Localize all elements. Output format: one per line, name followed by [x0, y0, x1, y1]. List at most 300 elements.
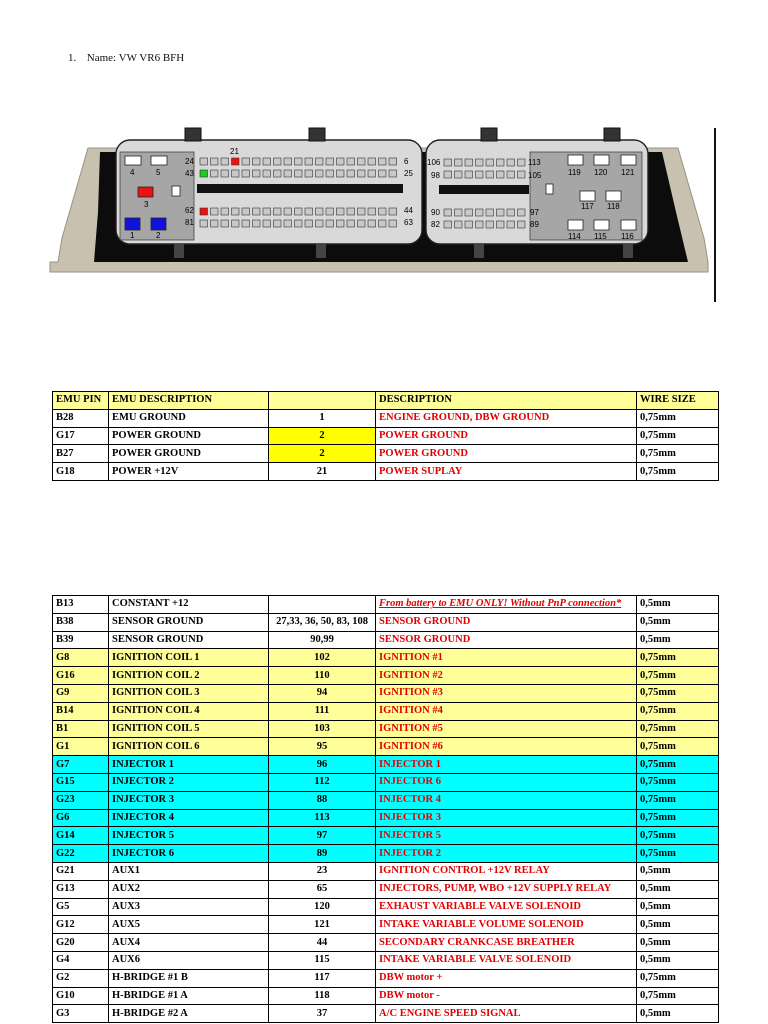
wire-size-cell: 0,75mm: [637, 791, 719, 809]
emu-pin-cell: B38: [53, 613, 109, 631]
emu-pin-cell: G1: [53, 738, 109, 756]
connector-pin: [444, 159, 452, 166]
header-emu-pin: EMU PIN: [53, 392, 109, 410]
connector-pin: [253, 158, 261, 165]
wire-size-cell: 0,75mm: [637, 667, 719, 685]
connector-pin: [326, 158, 334, 165]
emu-pin-cell: G15: [53, 773, 109, 791]
emu-description-cell: IGNITION COIL 5: [109, 720, 269, 738]
table-row: [53, 845, 719, 863]
wire-size-cell: 0,75mm: [637, 684, 719, 702]
wire-size-cell: 0,75mm: [637, 756, 719, 774]
connector-pin: [379, 208, 387, 215]
pin-label: 5: [156, 168, 161, 177]
emu-description-cell: IGNITION COIL 1: [109, 649, 269, 667]
pin-label: 82: [431, 220, 440, 229]
pin-label: 21: [230, 147, 239, 156]
description-cell: IGNITION #2: [376, 667, 637, 685]
pin-label: 24: [185, 157, 194, 166]
connector-pin: [337, 170, 345, 177]
pin-label: 44: [404, 206, 413, 215]
pin-number-cell: 44: [269, 934, 376, 952]
emu-pin-cell: B14: [53, 702, 109, 720]
pin-label: 4: [130, 168, 135, 177]
connector-pin: [497, 209, 505, 216]
connector-pin: [465, 171, 473, 178]
emu-pin-cell: G8: [53, 649, 109, 667]
pin-number-cell: 94: [269, 684, 376, 702]
pin-number-cell: 120: [269, 898, 376, 916]
connector-pin: [455, 159, 463, 166]
connector-pin: [337, 208, 345, 215]
connector-pin: [497, 171, 505, 178]
table-row: [53, 987, 719, 1005]
connector-pin: [465, 159, 473, 166]
pin-label: 116: [621, 232, 634, 241]
connector-pin: [263, 220, 271, 227]
connector-pin: [211, 208, 219, 215]
table-row: [53, 463, 719, 481]
connector-pin: [305, 158, 313, 165]
connector-pin: [476, 159, 484, 166]
wire-size-cell: 0,5mm: [637, 916, 719, 934]
connector-pin: [444, 171, 452, 178]
wire-size-cell: 0,75mm: [637, 827, 719, 845]
emu-pin-cell: G12: [53, 916, 109, 934]
connector-pin: [368, 220, 376, 227]
ecu-connector-diagram: [48, 120, 720, 310]
pin-number-cell: [269, 596, 376, 614]
connector-pin: [305, 220, 313, 227]
connector-pin: [455, 171, 463, 178]
connector-pin: [476, 221, 484, 228]
pin-number-cell: 2: [269, 445, 376, 463]
connector-pin: [295, 158, 303, 165]
connector-pin: [295, 208, 303, 215]
connector-pin: [518, 159, 526, 166]
emu-description-cell: AUX2: [109, 880, 269, 898]
description-cell: A/C ENGINE SPEED SIGNAL: [376, 1005, 637, 1023]
emu-description-cell: AUX6: [109, 951, 269, 969]
connector-pin: [316, 220, 324, 227]
emu-pin-cell: G5: [53, 898, 109, 916]
pin-label: 63: [404, 218, 413, 227]
emu-description-cell: INJECTOR 6: [109, 845, 269, 863]
header-emu-description: EMU DESCRIPTION: [109, 392, 269, 410]
emu-description-cell: AUX4: [109, 934, 269, 952]
pin-label: 2: [156, 231, 161, 240]
connector-pin: [507, 159, 515, 166]
pin-number-cell: 65: [269, 880, 376, 898]
description-cell: SENSOR GROUND: [376, 613, 637, 631]
connector-pin: [211, 158, 219, 165]
description-cell: DBW motor -: [376, 987, 637, 1005]
emu-pin-cell: G20: [53, 934, 109, 952]
emu-description-cell: H-BRIDGE #2 A: [109, 1005, 269, 1023]
pin-number-cell: 110: [269, 667, 376, 685]
connector-pin: [232, 220, 240, 227]
table-row: [53, 898, 719, 916]
connector-pin: [518, 221, 526, 228]
connector-pin: [444, 209, 452, 216]
description-cell: DBW motor +: [376, 969, 637, 987]
connector-pin: [263, 158, 271, 165]
table-row: [53, 827, 719, 845]
connector-pin: [358, 208, 366, 215]
description-cell: From battery to EMU ONLY! Without PnP connection*: [376, 596, 637, 614]
connector-pin: [274, 170, 282, 177]
connector-pin: [274, 158, 282, 165]
connector-pin: [211, 170, 219, 177]
connector-pin: [486, 221, 494, 228]
table-row: [53, 613, 719, 631]
table-row: [53, 720, 719, 738]
header-wire-size: WIRE SIZE: [637, 392, 719, 410]
emu-description-cell: INJECTOR 3: [109, 791, 269, 809]
description-cell: EXHAUST VARIABLE VALVE SOLENOID: [376, 898, 637, 916]
description-cell: IGNITION #6: [376, 738, 637, 756]
connector-pin: [368, 208, 376, 215]
connector-pin: [476, 209, 484, 216]
connector-pin: [200, 208, 208, 215]
connector-pin: [242, 170, 250, 177]
connector-pin: [507, 171, 515, 178]
connector-pin: [368, 170, 376, 177]
pin-label: 90: [431, 208, 440, 217]
emu-description-cell: EMU GROUND: [109, 409, 269, 427]
connector-pin: [295, 220, 303, 227]
emu-description-cell: POWER GROUND: [109, 445, 269, 463]
emu-description-cell: H-BRIDGE #1 B: [109, 969, 269, 987]
emu-description-cell: POWER GROUND: [109, 427, 269, 445]
pin-label: 113: [528, 158, 541, 167]
pin-label: 105: [528, 171, 542, 180]
emu-pin-cell: G10: [53, 987, 109, 1005]
wire-size-cell: 0,75mm: [637, 969, 719, 987]
pin-number-cell: 2: [269, 427, 376, 445]
wire-size-cell: 0,75mm: [637, 649, 719, 667]
description-cell: IGNITION CONTROL +12V RELAY: [376, 862, 637, 880]
connector-pin: [486, 209, 494, 216]
connector-pin: [211, 220, 219, 227]
table-row: [53, 880, 719, 898]
emu-description-cell: AUX5: [109, 916, 269, 934]
connector-pin: [221, 208, 229, 215]
emu-description-cell: AUX1: [109, 862, 269, 880]
table-row: [53, 667, 719, 685]
emu-description-cell: IGNITION COIL 6: [109, 738, 269, 756]
pin-label: 106: [427, 158, 441, 167]
connector-pin: [232, 170, 240, 177]
pin-label: 117: [581, 202, 594, 211]
pin-label: 6: [404, 157, 409, 166]
connector-pin: [316, 170, 324, 177]
connector-pin: [221, 170, 229, 177]
description-cell: IGNITION #1: [376, 649, 637, 667]
description-cell: INJECTOR 4: [376, 791, 637, 809]
pin-label: 121: [621, 168, 635, 177]
emu-pin-cell: B1: [53, 720, 109, 738]
wire-size-cell: 0,5mm: [637, 1005, 719, 1023]
wire-size-cell: 0,75mm: [637, 773, 719, 791]
emu-pin-cell: G2: [53, 969, 109, 987]
table-row: [53, 951, 719, 969]
pin-number-cell: 37: [269, 1005, 376, 1023]
description-cell: INJECTOR 3: [376, 809, 637, 827]
connector-pin: [284, 170, 292, 177]
pin-number-cell: 102: [269, 649, 376, 667]
emu-pin-cell: G9: [53, 684, 109, 702]
pin-number-cell: 96: [269, 756, 376, 774]
connector-pin: [347, 158, 355, 165]
connector-pin: [284, 208, 292, 215]
wire-size-cell: 0,5mm: [637, 951, 719, 969]
emu-description-cell: INJECTOR 5: [109, 827, 269, 845]
table-header-row: [53, 392, 719, 410]
connector-pin: [444, 221, 452, 228]
emu-description-cell: AUX3: [109, 898, 269, 916]
connector-pin: [507, 221, 515, 228]
wire-size-cell: 0,5mm: [637, 596, 719, 614]
connector-pin: [379, 220, 387, 227]
list-number: 1.: [68, 52, 77, 64]
connector-pin: [200, 170, 208, 177]
emu-description-cell: IGNITION COIL 3: [109, 684, 269, 702]
connector-pin: [486, 159, 494, 166]
wire-size-cell: 0,5mm: [637, 934, 719, 952]
connector-pin: [221, 220, 229, 227]
pin-label: 119: [568, 168, 581, 177]
pin-label: 115: [594, 232, 607, 241]
description-cell: INJECTOR 1: [376, 756, 637, 774]
header-description: DESCRIPTION: [376, 392, 637, 410]
connector-pin: [263, 208, 271, 215]
pin-label: 62: [185, 206, 194, 215]
pin-label: 81: [185, 218, 194, 227]
emu-pin-cell: G6: [53, 809, 109, 827]
connector-pin: [337, 158, 345, 165]
pin-label: 118: [607, 202, 620, 211]
connector-pin: [358, 158, 366, 165]
engine-name: Name: VW VR6 BFH: [86, 52, 185, 64]
wire-size-cell: 0,75mm: [637, 463, 719, 481]
connector-pin: [497, 221, 505, 228]
table-row: [53, 756, 719, 774]
wire-size-cell: 0,75mm: [637, 738, 719, 756]
description-cell: IGNITION #4: [376, 702, 637, 720]
emu-pin-cell: G13: [53, 880, 109, 898]
connector-pin: [455, 209, 463, 216]
pin-label: 114: [568, 232, 581, 241]
pin-number-cell: 95: [269, 738, 376, 756]
connector-pin: [326, 220, 334, 227]
description-cell: ENGINE GROUND, DBW GROUND: [376, 409, 637, 427]
emu-pin-cell: B13: [53, 596, 109, 614]
pin-number-cell: 113: [269, 809, 376, 827]
pin-number-cell: 27,33, 36, 50, 83, 108: [269, 613, 376, 631]
connector-pin: [379, 170, 387, 177]
table-row: [53, 916, 719, 934]
connector-pin: [295, 170, 303, 177]
emu-pin-cell: G21: [53, 862, 109, 880]
pin-number-cell: 88: [269, 791, 376, 809]
pin-label: 97: [530, 208, 539, 217]
table-row: [53, 409, 719, 427]
pin-label: 89: [530, 220, 539, 229]
emu-description-cell: INJECTOR 4: [109, 809, 269, 827]
description-cell: INJECTOR 6: [376, 773, 637, 791]
description-cell: INTAKE VARIABLE VOLUME SOLENOID: [376, 916, 637, 934]
emu-description-cell: SENSOR GROUND: [109, 631, 269, 649]
emu-description-cell: POWER +12V: [109, 463, 269, 481]
wire-size-cell: 0,75mm: [637, 809, 719, 827]
connector-pin: [221, 158, 229, 165]
connector-pin: [274, 220, 282, 227]
pin-label: 25: [404, 169, 413, 178]
description-cell: INJECTOR 2: [376, 845, 637, 863]
connector-pin: [284, 220, 292, 227]
pin-number-cell: 1: [269, 409, 376, 427]
connector-pin: [518, 171, 526, 178]
connector-pin: [274, 208, 282, 215]
connector-pin: [347, 220, 355, 227]
wire-size-cell: 0,75mm: [637, 445, 719, 463]
table-row: [53, 934, 719, 952]
connector-pin: [242, 158, 250, 165]
connector-pin: [326, 170, 334, 177]
connector-pin: [242, 208, 250, 215]
emu-pin-cell: B39: [53, 631, 109, 649]
connector-pin: [389, 220, 397, 227]
connector-pin: [305, 170, 313, 177]
table-row: [53, 684, 719, 702]
description-cell: INJECTORS, PUMP, WBO +12V SUPPLY RELAY: [376, 880, 637, 898]
wire-size-cell: 0,5mm: [637, 613, 719, 631]
description-cell: IGNITION #5: [376, 720, 637, 738]
emu-pin-cell: B27: [53, 445, 109, 463]
emu-pin-cell: G14: [53, 827, 109, 845]
wire-size-cell: 0,75mm: [637, 702, 719, 720]
emu-description-cell: IGNITION COIL 2: [109, 667, 269, 685]
wire-size-cell: 0,75mm: [637, 845, 719, 863]
connector-pin: [200, 220, 208, 227]
emu-pin-cell: G22: [53, 845, 109, 863]
description-cell: POWER GROUND: [376, 445, 637, 463]
emu-description-cell: SENSOR GROUND: [109, 613, 269, 631]
wire-size-cell: 0,5mm: [637, 862, 719, 880]
description-cell: INJECTOR 5: [376, 827, 637, 845]
connector-pin: [242, 220, 250, 227]
document-title: [68, 52, 184, 64]
pin-number-cell: 117: [269, 969, 376, 987]
emu-pin-cell: G16: [53, 667, 109, 685]
pin-label: 120: [594, 168, 608, 177]
emu-pin-cell: G23: [53, 791, 109, 809]
pin-number-cell: 23: [269, 862, 376, 880]
connector-pin: [465, 209, 473, 216]
table-row: [53, 862, 719, 880]
connector-pin: [316, 208, 324, 215]
pin-label: 3: [144, 200, 149, 209]
connector-pin: [358, 170, 366, 177]
pin-number-cell: 121: [269, 916, 376, 934]
table-row: [53, 427, 719, 445]
pin-label: 98: [431, 171, 440, 180]
connector-pin: [284, 158, 292, 165]
emu-description-cell: H-BRIDGE #1 A: [109, 987, 269, 1005]
description-cell: POWER GROUND: [376, 427, 637, 445]
connector-pin: [358, 220, 366, 227]
wire-size-cell: 0,5mm: [637, 631, 719, 649]
connector-pin: [305, 208, 313, 215]
connector-pin: [497, 159, 505, 166]
connector-pin: [347, 170, 355, 177]
emu-pin-cell: G3: [53, 1005, 109, 1023]
table-row: [53, 649, 719, 667]
pin-number-cell: 103: [269, 720, 376, 738]
pin-number-cell: 89: [269, 845, 376, 863]
table-row: [53, 702, 719, 720]
connector-pin: [347, 208, 355, 215]
pin-number-cell: 90,99: [269, 631, 376, 649]
description-cell: SENSOR GROUND: [376, 631, 637, 649]
connector-pin: [200, 158, 208, 165]
pin-label: 43: [185, 169, 194, 178]
connector-pin: [368, 158, 376, 165]
connector-pin: [263, 170, 271, 177]
connector-pin: [253, 220, 261, 227]
connector-pin: [379, 158, 387, 165]
emu-pin-cell: G18: [53, 463, 109, 481]
table-row: [53, 1005, 719, 1023]
pin-number-cell: 21: [269, 463, 376, 481]
table-row: [53, 631, 719, 649]
wire-size-cell: 0,5mm: [637, 898, 719, 916]
emu-pin-cell: G7: [53, 756, 109, 774]
connector-pin: [232, 158, 240, 165]
emu-pin-cell: B28: [53, 409, 109, 427]
connector-pin: [253, 208, 261, 215]
emu-pin-cell: G4: [53, 951, 109, 969]
wire-size-cell: 0,75mm: [637, 720, 719, 738]
emu-description-cell: INJECTOR 1: [109, 756, 269, 774]
description-cell: SECONDARY CRANKCASE BREATHER: [376, 934, 637, 952]
description-cell: INTAKE VARIABLE VALVE SOLENOID: [376, 951, 637, 969]
power-pins-table: [52, 391, 719, 481]
table-row: [53, 969, 719, 987]
connector-pin: [507, 209, 515, 216]
pin-label: 1: [130, 231, 135, 240]
wire-size-cell: 0,75mm: [637, 409, 719, 427]
connector-pin: [486, 171, 494, 178]
connector-pin: [465, 221, 473, 228]
connector-pin: [455, 221, 463, 228]
pin-number-cell: 115: [269, 951, 376, 969]
description-cell: IGNITION #3: [376, 684, 637, 702]
signal-pins-table: [52, 595, 719, 1023]
connector-pin: [326, 208, 334, 215]
connector-pin: [389, 208, 397, 215]
table-row: [53, 791, 719, 809]
connector-pin: [316, 158, 324, 165]
pin-number-cell: 112: [269, 773, 376, 791]
header-pin-number: [269, 392, 376, 410]
connector-pin: [518, 209, 526, 216]
emu-pin-cell: G17: [53, 427, 109, 445]
connector-pin: [389, 170, 397, 177]
table-row: [53, 596, 719, 614]
connector-pin: [389, 158, 397, 165]
